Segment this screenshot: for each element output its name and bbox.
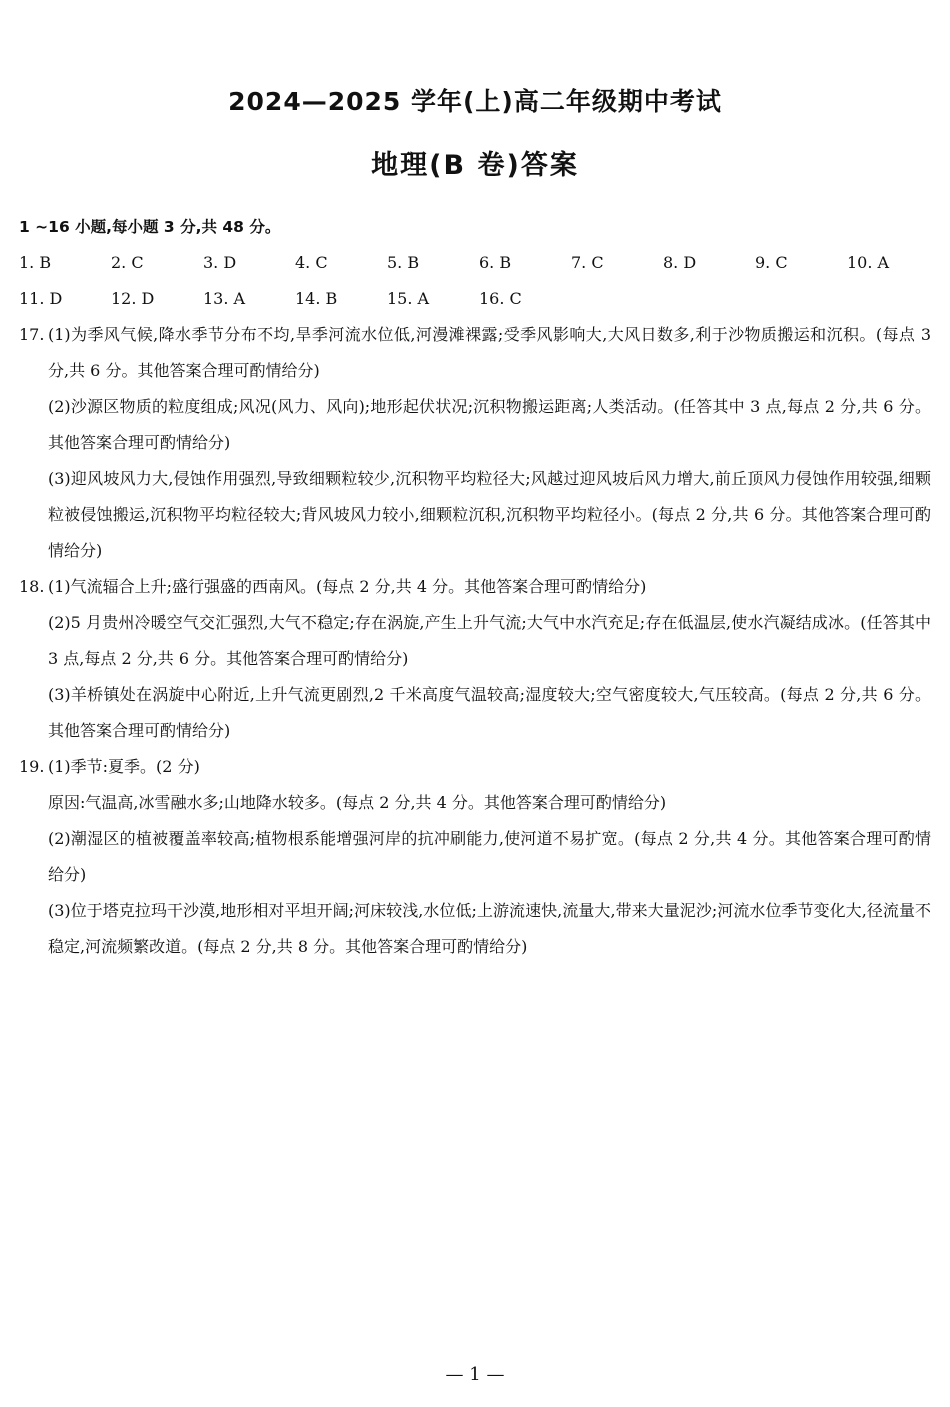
question-19-part-3: (3)位于塔克拉玛干沙漠,地形相对平坦开阔;河床较浅,水位低;上游流速快,流量大,带来大量泥沙;河流水位季节变化大,径流量不稳定,河流频繁改道。(每点 2 分,共 8 分。其他答案合理可酌情给分) <box>48 901 931 956</box>
question-18-part-3: (3)羊桥镇处在涡旋中心附近,上升气流更剧烈,2 千米高度气温较高;湿度较大;空气密度较大,气压较高。(每点 2 分,共 6 分。其他答案合理可酌情给分) <box>48 685 931 740</box>
answer-content <box>19 209 931 965</box>
answer-item: 5. B <box>387 253 420 272</box>
answer-item: 11. D <box>19 289 63 308</box>
page-subtitle: 地理(B 卷)答案 <box>371 150 579 181</box>
answer-item: 16. C <box>479 289 522 308</box>
question-19-part-1: (1)季节:夏季。(2 分) <box>48 757 200 776</box>
question-18-part-2: (2)5 月贵州冷暖空气交汇强烈,大气不稳定;存在涡旋,产生上升气流;大气中水汽充足;存在低温层,使水汽凝结成冰。(任答其中 3 点,每点 2 分,共 6 分。其他答案合理可酌情给分) <box>48 613 931 668</box>
answer-item: 13. A <box>203 289 246 308</box>
page-number: — 1 — <box>445 1364 505 1385</box>
question-18-part-1: (1)气流辐合上升;盛行强盛的西南风。(每点 2 分,共 4 分。其他答案合理可酌情给分) <box>48 577 647 596</box>
question-17-part-1: (1)为季风气候,降水季节分布不均,旱季河流水位低,河漫滩裸露;受季风影响大,大风日数多,利于沙物质搬运和沉积。(每点 3 分,共 6 分。其他答案合理可酌情给分) <box>48 325 931 380</box>
answer-item: 3. D <box>203 253 237 272</box>
answer-item: 8. D <box>663 253 697 272</box>
question-number: 18. <box>19 577 45 596</box>
question-18 <box>19 569 931 749</box>
question-17-part-3: (3)迎风坡风力大,侵蚀作用强烈,导致细颗粒较少,沉积物平均粒径大;风越过迎风坡后风力增大,前丘顶风力侵蚀作用较强,细颗粒被侵蚀搬运,沉积物平均粒径较大;背风坡风力较小,细颗粒沉积,沉积物平均粒径小。(每点 2 分,共 6 分。其他答案合理可酌情给分) <box>48 469 931 560</box>
answer-item: 7. C <box>571 253 604 272</box>
question-17 <box>19 317 931 569</box>
answer-item: 12. D <box>111 289 155 308</box>
answer-item: 14. B <box>295 289 338 308</box>
answer-item: 10. A <box>847 253 890 272</box>
page-title: 2024—2025 学年(上)高二年级期中考试 <box>228 87 722 116</box>
question-19-part-2: (2)潮湿区的植被覆盖率较高;植物根系能增强河岸的抗冲刷能力,使河道不易扩宽。(每点 2 分,共 4 分。其他答案合理可酌情给分) <box>48 829 931 884</box>
answer-item: 4. C <box>295 253 328 272</box>
answer-item: 1. B <box>19 253 52 272</box>
answers-row-2 <box>19 281 931 317</box>
question-17-part-2: (2)沙源区物质的粒度组成;风况(风力、风向);地形起伏状况;沉积物搬运距离;人类活动。(任答其中 3 点,每点 2 分,共 6 分。其他答案合理可酌情给分) <box>48 397 931 452</box>
question-19 <box>19 749 931 965</box>
answer-item: 6. B <box>479 253 512 272</box>
question-19-part-1-reason: 原因:气温高,冰雪融水多;山地降水较多。(每点 2 分,共 4 分。其他答案合理可酌情给分) <box>48 793 667 812</box>
multiple-choice-intro: 1 ~16 小题,每小题 3 分,共 48 分。 <box>19 218 281 236</box>
question-number: 19. <box>19 757 45 776</box>
answers-row-1 <box>19 245 931 281</box>
answer-item: 15. A <box>387 289 430 308</box>
answer-item: 2. C <box>111 253 144 272</box>
question-number: 17. <box>19 325 45 344</box>
answer-item: 9. C <box>755 253 788 272</box>
